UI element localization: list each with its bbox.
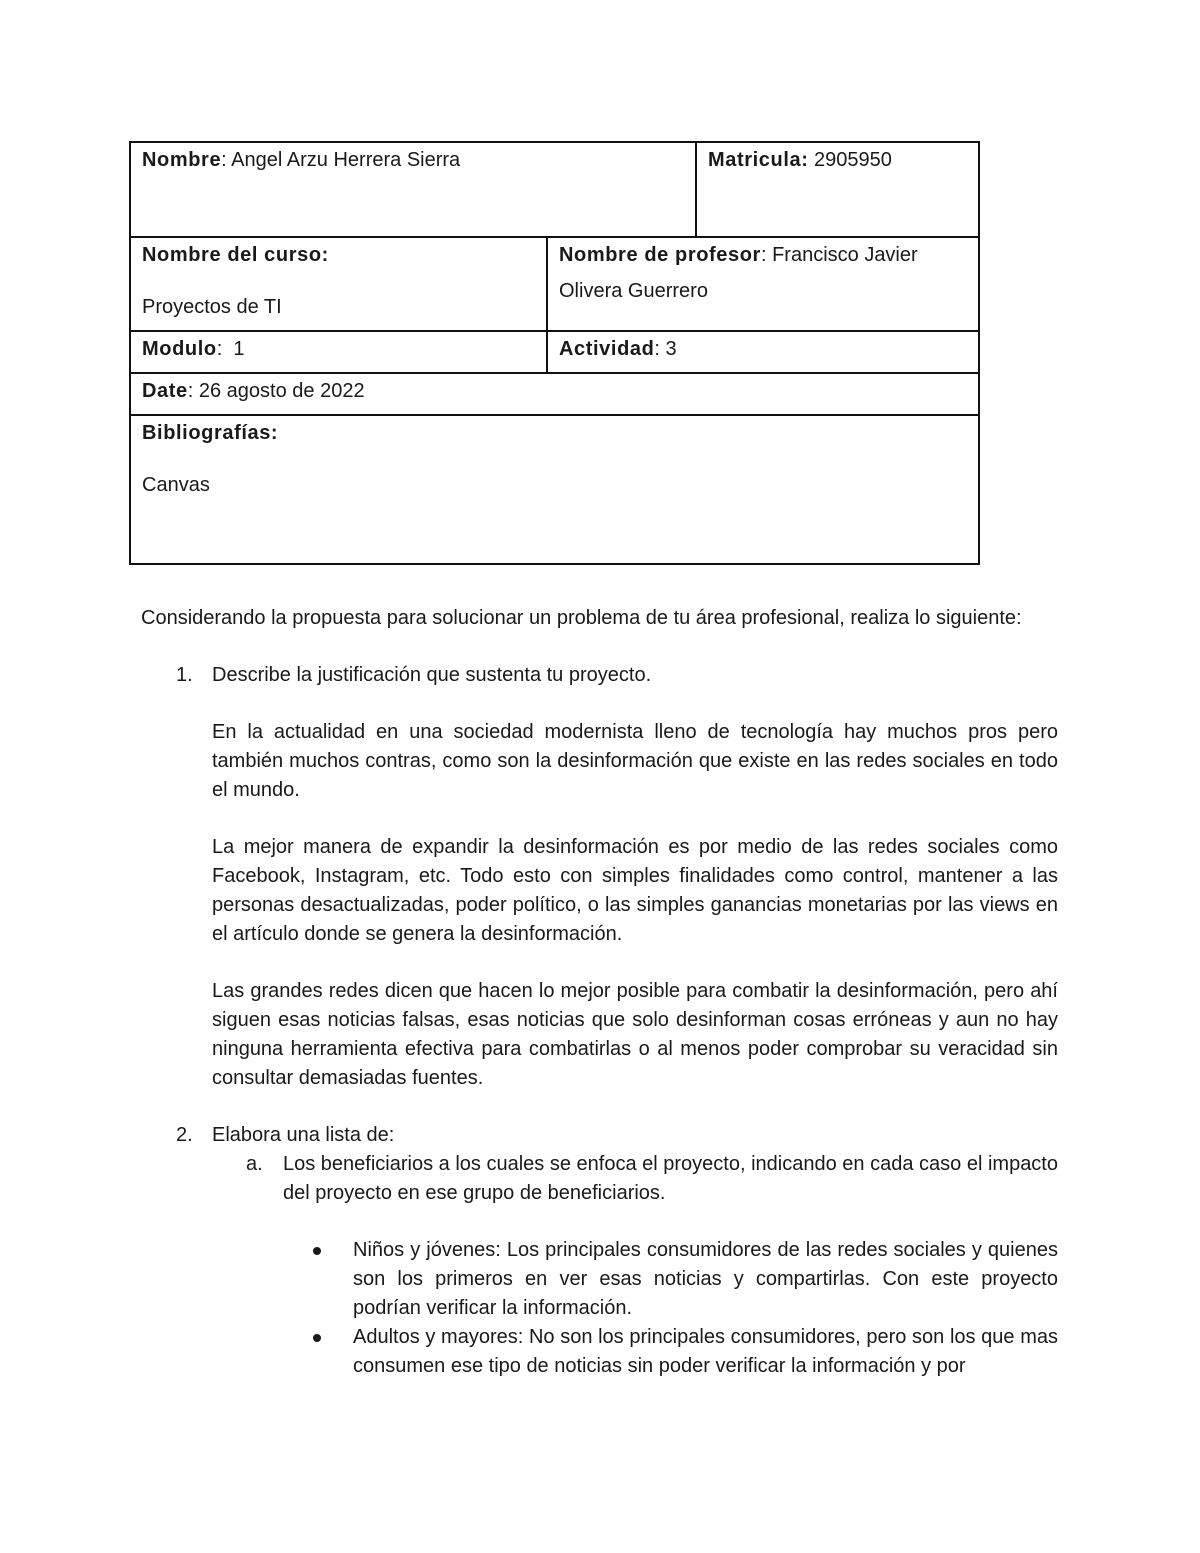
justification-paragraph-1: En la actualidad en una sociedad modernista lleno de tecnología hay muchos pros pero también muchos contras, como son la desinformación que existe en las redes sociales en todo el mundo. bbox=[212, 721, 1058, 801]
header-row-student bbox=[130, 142, 979, 237]
profesor-value-line1: : Francisco Javier bbox=[760, 244, 918, 266]
cell-bibliografias bbox=[130, 415, 979, 564]
list-item-1-title: Describe la justificación que sustenta tu proyecto. bbox=[212, 664, 652, 686]
header-row-date bbox=[130, 373, 979, 415]
cell-modulo bbox=[130, 331, 547, 373]
bullet-icon bbox=[313, 1247, 321, 1255]
profesor-value-line2: Olivera Guerrero bbox=[559, 280, 708, 302]
document-body bbox=[141, 604, 1058, 1381]
biblio-label: Bibliografías: bbox=[142, 422, 279, 444]
sub-item-a-letter: a. bbox=[246, 1153, 263, 1175]
curso-label: Nombre del curso: bbox=[142, 244, 329, 266]
cell-matricula bbox=[696, 142, 979, 237]
justification-paragraph-2: La mejor manera de expandir la desinformación es por medio de las redes sociales como Facebook, Instagram, etc. Todo esto con simples finalidades como control, mantener a las personas desactualizadas, poder político, o las simples ganancias monetarias por las views en el artículo donde se genera la desinformación. bbox=[212, 836, 1058, 945]
actividad-value: : 3 bbox=[654, 338, 677, 360]
list-item bbox=[212, 1323, 1058, 1381]
curso-value: Proyectos de TI bbox=[142, 296, 282, 318]
cell-actividad bbox=[547, 331, 979, 373]
cell-profesor bbox=[547, 237, 979, 331]
nombre-value: : Angel Arzu Herrera Sierra bbox=[221, 149, 461, 171]
cell-nombre bbox=[130, 142, 696, 237]
actividad-label: Actividad bbox=[559, 338, 655, 360]
cell-curso bbox=[130, 237, 547, 331]
header-row-module bbox=[130, 331, 979, 373]
list-item-1 bbox=[141, 661, 1058, 1093]
header-row-bibliography bbox=[130, 415, 979, 564]
biblio-value: Canvas bbox=[142, 474, 210, 496]
date-value: : 26 agosto de 2022 bbox=[187, 380, 365, 402]
modulo-value: : 1 bbox=[216, 338, 245, 360]
nombre-label: Nombre bbox=[142, 149, 222, 171]
date-label: Date bbox=[142, 380, 188, 402]
bullet-icon bbox=[313, 1334, 321, 1342]
matricula-label: Matricula: bbox=[708, 149, 809, 171]
modulo-label: Modulo bbox=[142, 338, 217, 360]
matricula-value: 2905950 bbox=[808, 149, 892, 171]
sub-item-a-text: Los beneficiarios a los cuales se enfoca el proyecto, indicando en cada caso el impacto del proyecto en ese grupo de beneficiarios. bbox=[283, 1153, 1058, 1204]
list-item-1-number: 1. bbox=[176, 664, 193, 686]
profesor-label: Nombre de profesor bbox=[559, 244, 761, 266]
beneficiaries-list bbox=[212, 1236, 1058, 1381]
justification-paragraph-3: Las grandes redes dicen que hacen lo mejor posible para combatir la desinformación, pero ahí siguen esas noticias falsas, esas noticias que solo desinforman cosas erróneas y aun no hay ninguna herramienta efectiva para combatirlas o al menos poder comprobar su veracidad sin consultar demasiadas fuentes. bbox=[212, 980, 1058, 1089]
header-table bbox=[129, 141, 980, 565]
list-item bbox=[212, 1236, 1058, 1323]
beneficiary-text-2: Adultos y mayores: No son los principales consumidores, pero son los que mas consumen ese tipo de noticias sin poder verificar la información y por bbox=[353, 1326, 1058, 1377]
sub-item-a bbox=[141, 1150, 1058, 1381]
intro-paragraph: Considerando la propuesta para solucionar un problema de tu área profesional, realiza lo siguiente: bbox=[141, 607, 1022, 629]
list-item-2 bbox=[141, 1121, 1058, 1381]
cell-date bbox=[130, 373, 979, 415]
header-row-course bbox=[130, 237, 979, 331]
list-item-2-title: Elabora una lista de: bbox=[212, 1124, 395, 1146]
beneficiary-text-1: Niños y jóvenes: Los principales consumidores de las redes sociales y quienes son los primeros en ver esas noticias y compartirlas. Con este proyecto podrían verificar la información. bbox=[353, 1239, 1058, 1319]
list-item-2-number: 2. bbox=[176, 1124, 193, 1146]
